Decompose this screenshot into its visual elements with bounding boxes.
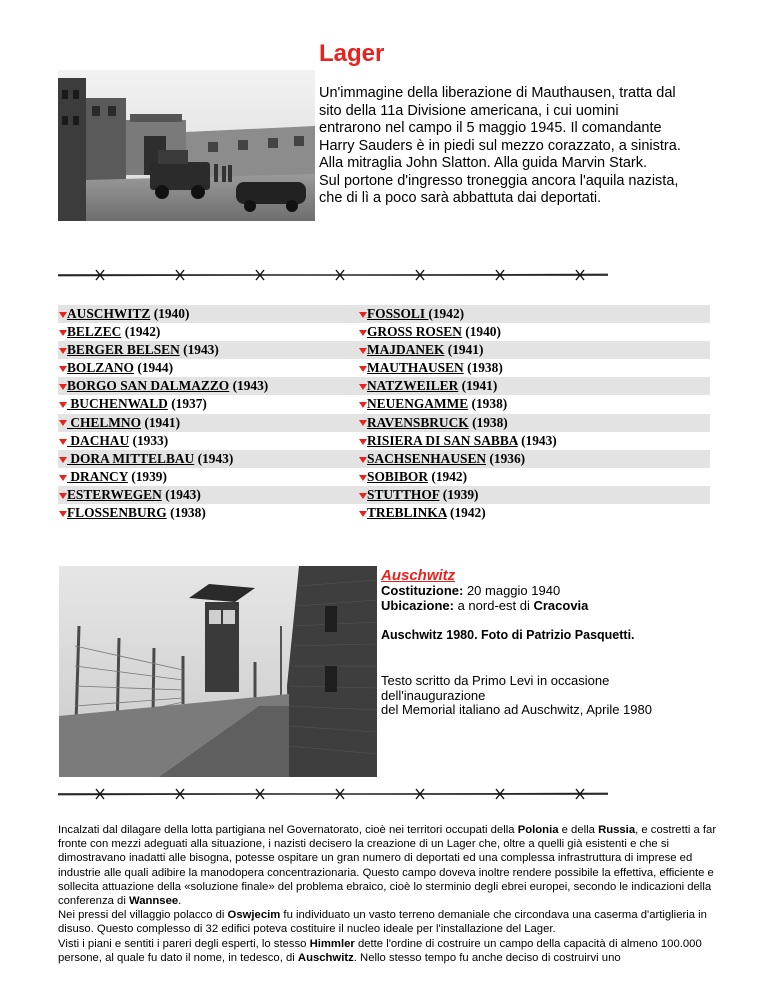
list-item[interactable] bbox=[358, 450, 710, 468]
auschwitz-1980-photo bbox=[59, 566, 377, 777]
camp-link[interactable]: STUTTHOF bbox=[367, 486, 440, 502]
camp-year: (1942) bbox=[449, 505, 486, 521]
text-bold: Russia bbox=[598, 824, 636, 836]
camp-year: (1939) bbox=[131, 468, 167, 484]
camp-year: (1942) bbox=[428, 306, 465, 321]
list-item[interactable] bbox=[358, 414, 710, 432]
list-item[interactable] bbox=[358, 395, 710, 413]
camp-year: (1941) bbox=[461, 378, 498, 394]
text-run: , e costretti a far fronte con mezzi adeguati alla situazione, i nazisti decisero la creazione di un Lager che, oltre a quelli già esistenti e che si dimostravano inadatti alle bisogna, potesse ospitare un gran numero di deportati ed una complessa infrastruttura di imprese ed industrie alle quali adibire la manodopera concentrazionaria. Questo campo doveva inoltre rendere possibile la effettiva, efficiente e sollecita attuazione della «soluzione finale» del problema ebraico, cioè lo sterminio degli ebrei europei, secondo le indicazioni della conferenza di bbox=[58, 824, 717, 908]
text-run: Nei pressi del villaggio polacco di bbox=[58, 909, 228, 922]
arrow-down-icon bbox=[59, 402, 67, 408]
camp-link[interactable]: BORGO SAN DALMAZZO bbox=[67, 378, 230, 394]
barbed-wire-divider bbox=[58, 268, 608, 282]
camp-year: (1938) bbox=[170, 505, 206, 521]
arrow-down-icon bbox=[359, 493, 367, 499]
camp-link[interactable]: RAVENSBRUCK bbox=[367, 414, 469, 430]
list-item[interactable] bbox=[358, 468, 710, 486]
camp-year: (1944) bbox=[137, 360, 174, 376]
camp-year: (1941) bbox=[144, 414, 181, 430]
camp-link[interactable]: BELZEC bbox=[67, 324, 122, 340]
text-run: . Nello stesso tempo fu anche deciso di costruirvi uno bbox=[353, 951, 621, 964]
camp-link[interactable]: RISIERA DI SAN SABBA bbox=[367, 432, 518, 448]
auschwitz-heading-link[interactable]: Auschwitz bbox=[381, 567, 456, 584]
text-bold: Wannsee bbox=[128, 895, 179, 908]
paragraph bbox=[58, 937, 718, 965]
text-bold: Auschwitz bbox=[297, 951, 354, 964]
caption-line: Sul portone d'ingresso troneggia ancora l'aquila nazista, bbox=[319, 172, 679, 189]
costituzione-value: 20 maggio 1940 bbox=[463, 583, 561, 598]
camp-list-right bbox=[358, 305, 710, 522]
arrow-down-icon bbox=[59, 330, 67, 336]
camp-link[interactable]: ESTERWEGEN bbox=[67, 486, 162, 502]
ubicazione-label: Ubicazione: bbox=[381, 598, 454, 613]
camp-year: (1942) bbox=[431, 468, 468, 484]
camp-year: (1942) bbox=[124, 324, 161, 340]
text-bold: Himmler bbox=[309, 937, 355, 950]
ubicazione-place: Cracovia bbox=[533, 598, 589, 613]
paragraph bbox=[58, 823, 718, 908]
camp-link[interactable]: SACHSENHAUSEN bbox=[367, 450, 487, 466]
levi-line: dell'inaugurazione bbox=[381, 687, 486, 703]
arrow-down-icon bbox=[359, 330, 367, 336]
camp-link[interactable]: NATZWEILER bbox=[367, 378, 459, 394]
text-run: fu individuato un vasto terreno demaniale che circondava una caserma d'artiglieria in disuso. Questo complesso di 32 edifici poteva costituire il nucleo ideale per l'installazione del Lager. bbox=[58, 909, 707, 936]
arrow-down-icon bbox=[59, 366, 67, 372]
camp-year: (1933) bbox=[132, 432, 169, 448]
article-body bbox=[58, 823, 718, 965]
arrow-down-icon bbox=[59, 493, 67, 499]
list-item[interactable] bbox=[358, 341, 710, 359]
camp-year: (1941) bbox=[447, 342, 484, 358]
arrow-down-icon bbox=[359, 384, 367, 390]
text-bold: Polonia bbox=[517, 824, 559, 836]
arrow-down-icon bbox=[359, 312, 367, 318]
list-item[interactable] bbox=[358, 432, 710, 450]
arrow-down-icon bbox=[59, 457, 67, 463]
camp-link[interactable]: AUSCHWITZ bbox=[67, 306, 151, 321]
list-item[interactable] bbox=[358, 305, 710, 323]
arrow-down-icon bbox=[359, 420, 367, 426]
camp-link[interactable]: FLOSSENBURG bbox=[67, 505, 167, 521]
list-item[interactable] bbox=[358, 323, 710, 341]
caption-line: che di lì a poco sarà abbattuta dai deportati. bbox=[319, 190, 602, 206]
text-run: dette l'ordine di costruire un campo della capacità di almeno 100.000 persone, al quale fu dato il nome, in tedesco, di bbox=[58, 937, 702, 964]
text-run: e della bbox=[558, 824, 599, 836]
camp-year: (1943) bbox=[197, 450, 234, 466]
arrow-down-icon bbox=[59, 475, 67, 481]
camp-link[interactable]: SOBIBOR bbox=[367, 468, 429, 484]
camp-link[interactable]: GROSS ROSEN bbox=[367, 324, 462, 340]
caption-line: Un'immagine della liberazione di Mauthausen, tratta dal bbox=[319, 85, 676, 101]
text-run: Visti i piani e sentiti i pareri degli esperti, lo stesso bbox=[58, 937, 310, 950]
camp-year: (1938) bbox=[472, 414, 508, 430]
camp-link[interactable]: MAJDANEK bbox=[367, 342, 445, 358]
camp-link[interactable]: DACHAU bbox=[67, 432, 130, 448]
text-run: Incalzati dal dilagare della lotta partigiana nel Governatorato, cioè nei territori occupati della bbox=[58, 824, 518, 836]
ubicazione-line bbox=[381, 598, 701, 613]
camp-link[interactable]: DRANCY bbox=[67, 468, 128, 484]
camp-link[interactable]: BUCHENWALD bbox=[67, 396, 168, 412]
camp-year: (1939) bbox=[442, 486, 479, 502]
caption-line: sito della 11a Divisione americana, i cui uomini bbox=[319, 102, 619, 119]
text-run: . bbox=[178, 895, 182, 908]
list-item[interactable] bbox=[358, 359, 710, 377]
caption-line: Harry Sauders è in piedi sul mezzo corazzato, a sinistra. bbox=[319, 137, 681, 154]
costituzione-label: Costituzione: bbox=[381, 583, 464, 598]
camp-link[interactable]: CHELMNO bbox=[67, 414, 142, 430]
camp-year: (1943) bbox=[183, 342, 219, 358]
arrow-down-icon bbox=[359, 366, 367, 372]
text-bold: Oswjecim bbox=[227, 909, 281, 922]
arrow-down-icon bbox=[359, 511, 367, 517]
caption-line: Alla mitraglia John Slatton. Alla guida Marvin Stark. bbox=[319, 155, 648, 171]
arrow-down-icon bbox=[59, 420, 67, 426]
caption-line: entrarono nel campo il 5 maggio 1945. Il comandante bbox=[319, 120, 662, 136]
levi-line: Testo scritto da Primo Levi in occasione bbox=[381, 673, 610, 688]
list-item[interactable] bbox=[358, 486, 710, 504]
ubicazione-value: a nord-est di bbox=[453, 598, 534, 613]
camp-link[interactable]: BOLZANO bbox=[67, 360, 134, 376]
camp-year: (1940) bbox=[465, 324, 501, 340]
levi-note bbox=[381, 674, 701, 718]
camp-link[interactable]: MAUTHAUSEN bbox=[367, 360, 464, 376]
list-item[interactable] bbox=[358, 377, 710, 395]
arrow-down-icon bbox=[59, 312, 67, 318]
arrow-down-icon bbox=[59, 511, 67, 517]
arrow-down-icon bbox=[59, 439, 67, 445]
camp-link[interactable]: FOSSOLI bbox=[367, 306, 429, 321]
camp-year: (1943) bbox=[521, 432, 557, 448]
arrow-down-icon bbox=[359, 475, 367, 481]
page-title: Lager bbox=[319, 40, 385, 67]
auschwitz-info bbox=[381, 568, 701, 718]
camp-year: (1937) bbox=[171, 396, 207, 412]
camp-year: (1936) bbox=[489, 450, 526, 466]
camp-year: (1938) bbox=[467, 360, 503, 376]
intro-caption bbox=[319, 85, 719, 208]
mauthausen-liberation-photo bbox=[58, 70, 315, 221]
arrow-down-icon bbox=[359, 439, 367, 445]
camp-link[interactable]: NEUENGAMME bbox=[367, 396, 469, 412]
paragraph bbox=[58, 908, 718, 936]
costituzione-line bbox=[381, 583, 701, 598]
levi-line: del Memorial italiano ad Auschwitz, Aprile 1980 bbox=[381, 702, 652, 717]
camp-year: (1940) bbox=[153, 306, 190, 321]
camp-link[interactable]: BERGER BELSEN bbox=[67, 342, 180, 358]
camp-year: (1943) bbox=[165, 486, 201, 502]
camp-link[interactable]: TREBLINKA bbox=[367, 505, 447, 521]
camp-link[interactable]: DORA MITTELBAU bbox=[67, 450, 195, 466]
arrow-down-icon bbox=[359, 457, 367, 463]
photo-caption: Auschwitz 1980. Foto di Patrizio Pasquetti. bbox=[381, 628, 635, 642]
arrow-down-icon bbox=[359, 402, 367, 408]
arrow-down-icon bbox=[59, 348, 67, 354]
arrow-down-icon bbox=[359, 348, 367, 354]
camp-year: (1943) bbox=[232, 378, 269, 394]
arrow-down-icon bbox=[59, 384, 67, 390]
camp-year: (1938) bbox=[471, 396, 508, 412]
list-item[interactable] bbox=[358, 504, 710, 522]
barbed-wire-divider bbox=[58, 787, 608, 801]
